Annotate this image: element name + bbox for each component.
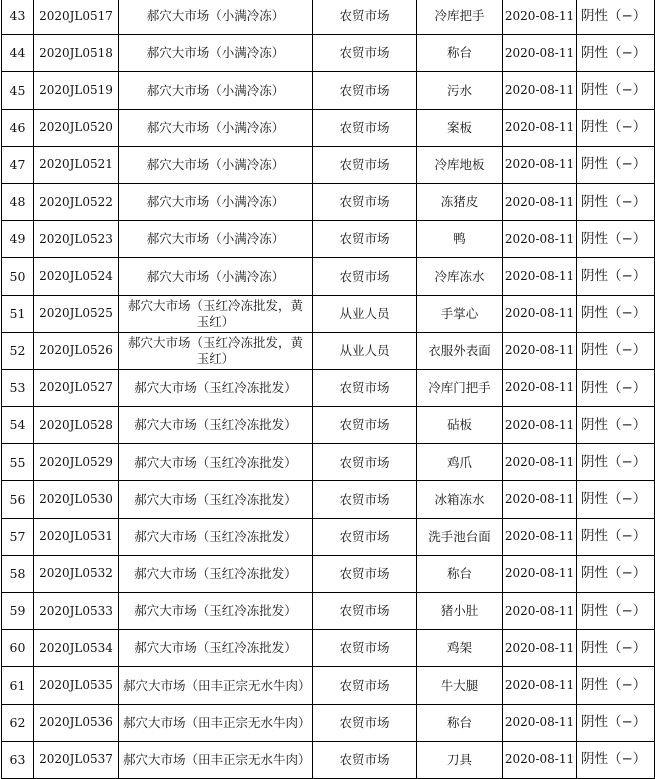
test-result: 阴性（−） bbox=[577, 555, 655, 592]
sampling-date: 2020-08-11 bbox=[503, 704, 577, 741]
table-row bbox=[2, 593, 655, 630]
test-result: 阴性（−） bbox=[577, 0, 655, 35]
sampling-date: 2020-08-11 bbox=[503, 518, 577, 555]
row-number: 63 bbox=[2, 741, 34, 778]
sample-name: 冰箱冻水 bbox=[417, 481, 503, 518]
test-result: 阴性（−） bbox=[577, 332, 655, 369]
sample-name: 猪小肚 bbox=[417, 593, 503, 630]
sampling-site: 郝穴大市场（玉红冷冻批发） bbox=[119, 444, 313, 481]
table-row bbox=[2, 109, 655, 146]
test-result: 阴性（−） bbox=[577, 35, 655, 72]
sampling-site: 郝穴大市场（玉红冷冻批发） bbox=[119, 630, 313, 667]
sampling-date: 2020-08-11 bbox=[503, 35, 577, 72]
test-result: 阴性（−） bbox=[577, 146, 655, 183]
sample-type: 农贸市场 bbox=[313, 183, 417, 220]
sampling-site: 郝穴大市场（玉红冷冻批发，黄玉红） bbox=[119, 332, 313, 369]
sample-code: 2020JL0525 bbox=[34, 295, 119, 332]
sample-type: 农贸市场 bbox=[313, 407, 417, 444]
sampling-site: 郝穴大市场（田丰正宗无水牛肉） bbox=[119, 741, 313, 778]
sampling-site: 郝穴大市场（小满冷冻） bbox=[119, 183, 313, 220]
sampling-date: 2020-08-11 bbox=[503, 72, 577, 109]
sample-name: 砧板 bbox=[417, 407, 503, 444]
sample-type: 农贸市场 bbox=[313, 258, 417, 295]
row-number: 55 bbox=[2, 444, 34, 481]
sample-name: 冷库把手 bbox=[417, 0, 503, 35]
sample-type: 从业人员 bbox=[313, 295, 417, 332]
sampling-date: 2020-08-11 bbox=[503, 741, 577, 778]
sample-type: 农贸市场 bbox=[313, 35, 417, 72]
sampling-site: 郝穴大市场（田丰正宗无水牛肉） bbox=[119, 704, 313, 741]
sample-name: 污水 bbox=[417, 72, 503, 109]
sampling-date: 2020-08-11 bbox=[503, 444, 577, 481]
results-table bbox=[1, 0, 655, 779]
sample-code: 2020JL0527 bbox=[34, 369, 119, 406]
table-row bbox=[2, 72, 655, 109]
sample-name: 牛大腿 bbox=[417, 667, 503, 704]
sampling-site: 郝穴大市场（玉红冷冻批发） bbox=[119, 593, 313, 630]
sample-code: 2020JL0517 bbox=[34, 0, 119, 35]
table-row bbox=[2, 704, 655, 741]
sampling-date: 2020-08-11 bbox=[503, 369, 577, 406]
sampling-date: 2020-08-11 bbox=[503, 221, 577, 258]
sampling-date: 2020-08-11 bbox=[503, 258, 577, 295]
sample-code: 2020JL0520 bbox=[34, 109, 119, 146]
sample-type: 从业人员 bbox=[313, 332, 417, 369]
table-body bbox=[2, 0, 655, 778]
table-row bbox=[2, 741, 655, 778]
sampling-site: 郝穴大市场（小满冷冻） bbox=[119, 258, 313, 295]
row-number: 61 bbox=[2, 667, 34, 704]
sampling-date: 2020-08-11 bbox=[503, 295, 577, 332]
row-number: 53 bbox=[2, 369, 34, 406]
sample-type: 农贸市场 bbox=[313, 555, 417, 592]
sampling-date: 2020-08-11 bbox=[503, 630, 577, 667]
sample-type: 农贸市场 bbox=[313, 444, 417, 481]
sampling-site: 郝穴大市场（小满冷冻） bbox=[119, 221, 313, 258]
sample-type: 农贸市场 bbox=[313, 630, 417, 667]
sample-code: 2020JL0529 bbox=[34, 444, 119, 481]
sample-code: 2020JL0531 bbox=[34, 518, 119, 555]
sampling-site: 郝穴大市场（小满冷冻） bbox=[119, 146, 313, 183]
test-result: 阴性（−） bbox=[577, 741, 655, 778]
test-result: 阴性（−） bbox=[577, 704, 655, 741]
sampling-date: 2020-08-11 bbox=[503, 0, 577, 35]
row-number: 43 bbox=[2, 0, 34, 35]
sampling-date: 2020-08-11 bbox=[503, 332, 577, 369]
test-result: 阴性（−） bbox=[577, 444, 655, 481]
row-number: 56 bbox=[2, 481, 34, 518]
table-row bbox=[2, 35, 655, 72]
table-row bbox=[2, 146, 655, 183]
sample-type: 农贸市场 bbox=[313, 518, 417, 555]
sampling-date: 2020-08-11 bbox=[503, 481, 577, 518]
test-result: 阴性（−） bbox=[577, 109, 655, 146]
row-number: 46 bbox=[2, 109, 34, 146]
sample-type: 农贸市场 bbox=[313, 109, 417, 146]
sample-code: 2020JL0526 bbox=[34, 332, 119, 369]
sample-name: 冻猪皮 bbox=[417, 183, 503, 220]
sample-type: 农贸市场 bbox=[313, 72, 417, 109]
sampling-site: 郝穴大市场（玉红冷冻批发） bbox=[119, 481, 313, 518]
sample-code: 2020JL0534 bbox=[34, 630, 119, 667]
row-number: 57 bbox=[2, 518, 34, 555]
sample-type: 农贸市场 bbox=[313, 221, 417, 258]
sample-name: 称台 bbox=[417, 555, 503, 592]
row-number: 47 bbox=[2, 146, 34, 183]
row-number: 51 bbox=[2, 295, 34, 332]
sample-code: 2020JL0533 bbox=[34, 593, 119, 630]
sample-type: 农贸市场 bbox=[313, 146, 417, 183]
sampling-site: 郝穴大市场（玉红冷冻批发） bbox=[119, 369, 313, 406]
sample-name: 鸡架 bbox=[417, 630, 503, 667]
table-row bbox=[2, 221, 655, 258]
sample-name: 手掌心 bbox=[417, 295, 503, 332]
sample-name: 冷库冻水 bbox=[417, 258, 503, 295]
sample-code: 2020JL0523 bbox=[34, 221, 119, 258]
sampling-site: 郝穴大市场（玉红冷冻批发） bbox=[119, 518, 313, 555]
test-result: 阴性（−） bbox=[577, 258, 655, 295]
sample-type: 农贸市场 bbox=[313, 704, 417, 741]
row-number: 62 bbox=[2, 704, 34, 741]
row-number: 44 bbox=[2, 35, 34, 72]
test-result: 阴性（−） bbox=[577, 183, 655, 220]
sampling-site: 郝穴大市场（小满冷冻） bbox=[119, 72, 313, 109]
row-number: 52 bbox=[2, 332, 34, 369]
table-row bbox=[2, 444, 655, 481]
test-result: 阴性（−） bbox=[577, 221, 655, 258]
sampling-date: 2020-08-11 bbox=[503, 407, 577, 444]
table-row bbox=[2, 630, 655, 667]
row-number: 54 bbox=[2, 407, 34, 444]
row-number: 60 bbox=[2, 630, 34, 667]
sample-code: 2020JL0530 bbox=[34, 481, 119, 518]
sample-code: 2020JL0535 bbox=[34, 667, 119, 704]
sample-name: 鸭 bbox=[417, 221, 503, 258]
test-result: 阴性（−） bbox=[577, 630, 655, 667]
row-number: 58 bbox=[2, 555, 34, 592]
sample-name: 鸡爪 bbox=[417, 444, 503, 481]
sampling-date: 2020-08-11 bbox=[503, 146, 577, 183]
table-row bbox=[2, 481, 655, 518]
sampling-site: 郝穴大市场（玉红冷冻批发） bbox=[119, 407, 313, 444]
sample-name: 洗手池台面 bbox=[417, 518, 503, 555]
table-row bbox=[2, 667, 655, 704]
sample-code: 2020JL0518 bbox=[34, 35, 119, 72]
row-number: 49 bbox=[2, 221, 34, 258]
sample-type: 农贸市场 bbox=[313, 667, 417, 704]
sample-name: 刀具 bbox=[417, 741, 503, 778]
sample-code: 2020JL0537 bbox=[34, 741, 119, 778]
test-result: 阴性（−） bbox=[577, 518, 655, 555]
test-result: 阴性（−） bbox=[577, 481, 655, 518]
sample-code: 2020JL0521 bbox=[34, 146, 119, 183]
sampling-site: 郝穴大市场（玉红冷冻批发，黄玉红） bbox=[119, 295, 313, 332]
table-row bbox=[2, 258, 655, 295]
sample-name: 称台 bbox=[417, 35, 503, 72]
sampling-site: 郝穴大市场（田丰正宗无水牛肉） bbox=[119, 667, 313, 704]
sampling-date: 2020-08-11 bbox=[503, 555, 577, 592]
sample-code: 2020JL0522 bbox=[34, 183, 119, 220]
table-row bbox=[2, 555, 655, 592]
test-result: 阴性（−） bbox=[577, 667, 655, 704]
sample-type: 农贸市场 bbox=[313, 481, 417, 518]
test-result: 阴性（−） bbox=[577, 295, 655, 332]
sample-type: 农贸市场 bbox=[313, 593, 417, 630]
sample-code: 2020JL0532 bbox=[34, 555, 119, 592]
sample-type: 农贸市场 bbox=[313, 0, 417, 35]
row-number: 59 bbox=[2, 593, 34, 630]
table-row bbox=[2, 183, 655, 220]
sampling-date: 2020-08-11 bbox=[503, 593, 577, 630]
sample-code: 2020JL0536 bbox=[34, 704, 119, 741]
test-result: 阴性（−） bbox=[577, 593, 655, 630]
sample-type: 农贸市场 bbox=[313, 741, 417, 778]
sample-name: 案板 bbox=[417, 109, 503, 146]
test-result: 阴性（−） bbox=[577, 72, 655, 109]
sampling-date: 2020-08-11 bbox=[503, 667, 577, 704]
sampling-site: 郝穴大市场（小满冷冻） bbox=[119, 109, 313, 146]
table-row bbox=[2, 369, 655, 406]
sample-code: 2020JL0524 bbox=[34, 258, 119, 295]
sample-name: 冷库门把手 bbox=[417, 369, 503, 406]
sampling-date: 2020-08-11 bbox=[503, 109, 577, 146]
table-row bbox=[2, 518, 655, 555]
test-result: 阴性（−） bbox=[577, 407, 655, 444]
row-number: 50 bbox=[2, 258, 34, 295]
sample-type: 农贸市场 bbox=[313, 369, 417, 406]
sample-name: 称台 bbox=[417, 704, 503, 741]
sample-code: 2020JL0528 bbox=[34, 407, 119, 444]
table-row bbox=[2, 407, 655, 444]
sample-name: 冷库地板 bbox=[417, 146, 503, 183]
row-number: 48 bbox=[2, 183, 34, 220]
sampling-site: 郝穴大市场（玉红冷冻批发） bbox=[119, 555, 313, 592]
table-row bbox=[2, 332, 655, 369]
sample-name: 衣服外表面 bbox=[417, 332, 503, 369]
table-row bbox=[2, 0, 655, 35]
sample-code: 2020JL0519 bbox=[34, 72, 119, 109]
test-result: 阴性（−） bbox=[577, 369, 655, 406]
table-row bbox=[2, 295, 655, 332]
sampling-site: 郝穴大市场（小满冷冻） bbox=[119, 0, 313, 35]
row-number: 45 bbox=[2, 72, 34, 109]
sampling-site: 郝穴大市场（小满冷冻） bbox=[119, 35, 313, 72]
sampling-date: 2020-08-11 bbox=[503, 183, 577, 220]
